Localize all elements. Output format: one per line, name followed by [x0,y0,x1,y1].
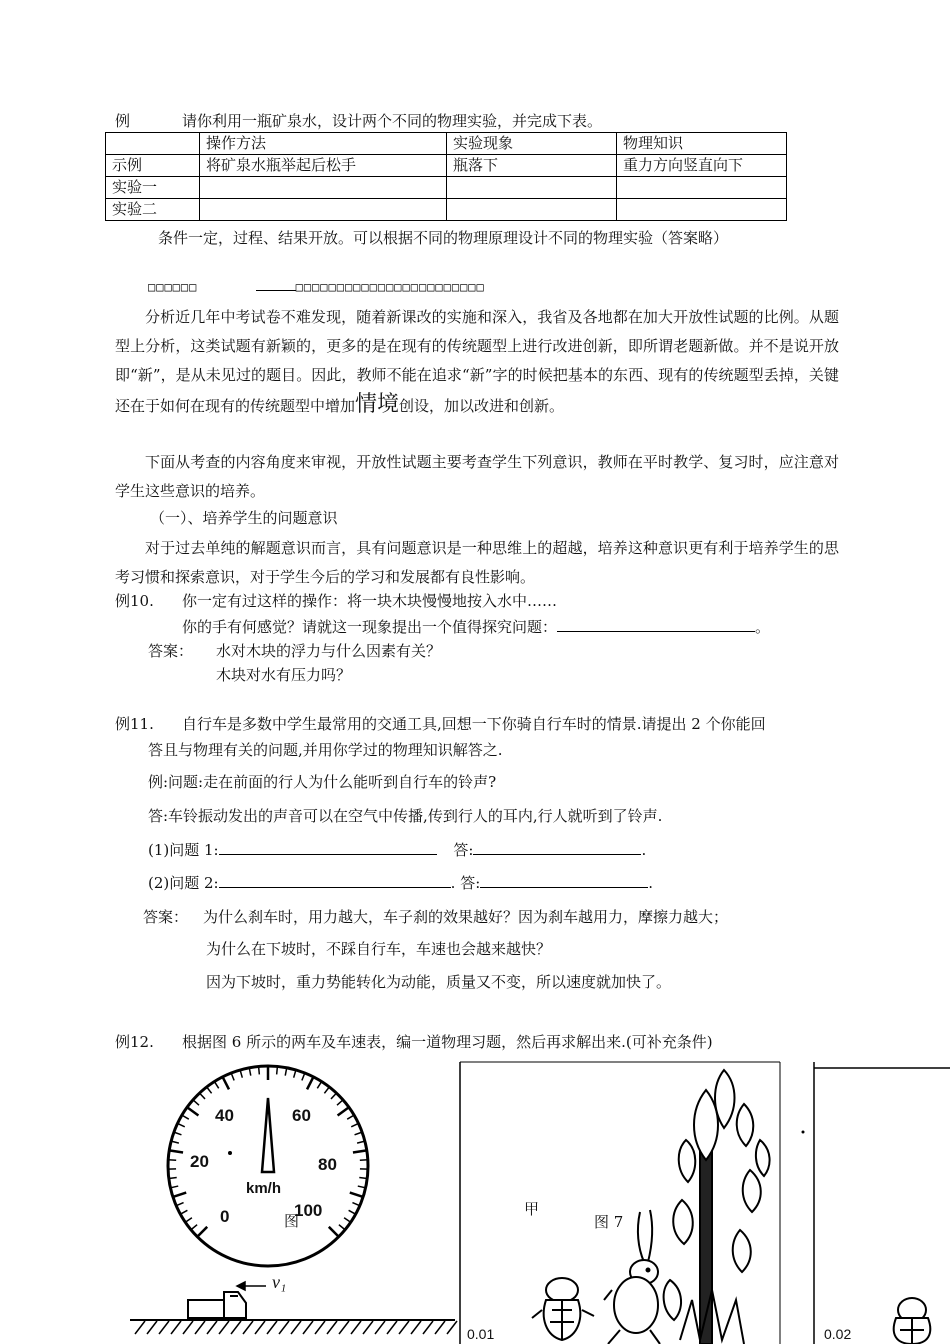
hatch-mark [315,1321,325,1334]
speedometer-tick [350,1193,363,1197]
speedometer-tick [259,1066,260,1074]
speedometer-tick [187,1107,198,1115]
hatch-mark [447,1321,457,1334]
hatch-mark [339,1321,349,1334]
table-cell: 重力方向竖直向下 [617,155,787,177]
corner-label-left: 0.01 [467,1326,495,1342]
hatch-mark [423,1321,433,1334]
hatch-mark [387,1321,397,1334]
speedometer-tick [339,1225,345,1230]
hatch-mark [279,1321,289,1334]
garbled-left: □□□□□□ [148,280,198,294]
hatch-mark [375,1321,385,1334]
intro-paragraph-3: 对于过去单纯的解题意识而言，具有问题意识是一种思维上的超越，培养这种意识更有利于培养学生的思考习惯和探索意识，对于学生今后的学习和发展都有良性影响。 [115,539,839,586]
speedometer-tick [182,1115,189,1119]
speck [802,1131,805,1134]
speedometer-tick [355,1132,363,1135]
speedometer-tick [173,1193,186,1197]
ex10-answer-1: 水对木块的浮力与什么因素有关？ [216,642,442,660]
hatch-mark [219,1321,229,1334]
hatch-mark [291,1321,301,1334]
table-header-cell: 物理知识 [617,133,787,155]
turtle-illustration [532,1278,594,1340]
figure-caption-left: 图 [284,1212,300,1230]
table-cell: 将矿泉水瓶举起后松手 [200,155,447,177]
a1-label: 答: [453,841,474,859]
ex11-answer-label: 答案： [143,908,189,926]
intro-text: 分析近几年中考试卷不难发现，随着新课改的实施和深入，我省及各地都在加大开放性试题的比例。从题型上分析，这类试题有新颖的，更多的是在现有的传统题型上进行改进创新，即所谓老题新做。并不是说开放即“新”，是从未见过的题目。因此，教师不能在追求“新”字的时候把基本的东西、现有的传统题型丢掉，关键还在于如何在现有的传统题型中增加 [115,308,839,415]
speedometer-tick [359,1178,367,1179]
tick-label-0: 0 [220,1207,230,1226]
speedometer-tick [174,1132,182,1135]
example-prompt: 请你利用一瓶矿泉水，设计两个不同的物理实验，并完成下表。 [182,112,603,130]
speedometer-tick [353,1150,367,1152]
ex11-answer-2: 为什么在下坡时，不踩自行车，车速也会越来越快？ [206,940,552,958]
hatch-mark [243,1321,253,1334]
example-label: 例 [115,112,131,130]
figure-label-jia: 甲 [524,1200,540,1218]
speedometer-tick [169,1178,177,1179]
turtle-illustration-2 [894,1298,931,1344]
speedometer-tick [331,1093,336,1099]
speedometer-tick [324,1087,329,1093]
speedometer-tick [207,1087,212,1093]
speedometer-needle [262,1098,274,1172]
ex11-sample-answer: 答:车铃振动发出的声音可以在空气中传播,传到行人的耳内,行人就听到了铃声. [148,807,663,825]
tick-label-100: 100 [294,1201,323,1220]
q1-period: . [641,841,647,859]
speedometer-tick [317,1082,321,1089]
a2-period: . [648,874,654,892]
hatch-mark [195,1321,205,1334]
speedometer-tick [168,1160,176,1161]
speedometer-tick [351,1123,358,1126]
ex11-text-b: 答且与物理有关的问题,并用你学过的物理知识解答之. [148,741,503,759]
hatch-mark [135,1321,145,1334]
tick-label-20: 20 [190,1152,209,1171]
speedometer-tick [329,1227,339,1237]
speedometer-tick [277,1066,278,1074]
q2-label: (2)问题 2: [148,874,219,892]
speedometer-tick [200,1093,205,1099]
speedometer-tick [344,1218,351,1222]
speedometer-tick [337,1100,343,1105]
q2-period: . [450,874,456,892]
speedometer-tick [178,1123,185,1126]
truck [188,1292,246,1318]
figure-caption-right: 图 7 [594,1213,624,1231]
hatch-mark [183,1321,193,1334]
hatch-mark [303,1321,313,1334]
speedometer-tick [191,1225,197,1230]
speedometer-tick [307,1077,313,1089]
speedometer-tick [302,1073,305,1080]
hatch-mark [255,1321,265,1334]
ex11-label: 例11. [115,715,154,733]
speedometer-tick [223,1077,229,1089]
ex12-text: 根据图 6 所示的两车及车速表，编一道物理习题，然后再求解出来.(可补充条件) [182,1033,713,1051]
ex10-question: 你的手有何感觉？请就这一现象提出一个值得探究问题： [182,618,558,636]
ex10-answer-2: 木块对水有压力吗？ [216,666,352,684]
hatch-mark [159,1321,169,1334]
speedometer-tick [169,1150,183,1152]
ex10-period: 。 [755,618,771,636]
ex11-answer-1: 为什么刹车时，用力越大，车子刹的效果越好？因为刹车越用力，摩擦力越大； [203,908,729,926]
example-note: 条件一定，过程、结果开放。可以根据不同的物理原理设计不同的物理实验（答案略） [158,229,729,247]
hatch-mark [267,1321,277,1334]
garbled-right: □□□□□□□□□□□□□□□□□□□□□□□ [295,280,485,294]
velocity-label: v₁ [272,1272,287,1292]
q1-label: (1)问题 1: [148,841,219,859]
ex11-answer-3: 因为下坡时，重力势能转化为动能，质量又不变，所以速度就加快了。 [206,973,672,991]
hatch-mark [207,1321,217,1334]
hatch-mark [231,1321,241,1334]
dial-dot [228,1151,232,1155]
tick-label-40: 40 [215,1106,234,1125]
ex11-sample-question: 例:问题:走在前面的行人为什么能听到自行车的铃声? [148,773,497,791]
hatch-mark [351,1321,361,1334]
hatch-mark [171,1321,181,1334]
speedometer-tick [231,1073,234,1080]
speedometer-tick [352,1203,359,1206]
velocity-arrow [237,1282,266,1290]
ex12-label: 例12. [115,1033,154,1051]
ground-hatching [135,1321,457,1334]
tick-label-60: 60 [292,1106,311,1125]
speedometer-tick [357,1141,365,1143]
speedometer-tick [360,1160,368,1161]
speedometer-tick [185,1218,192,1222]
intro-text-end: 创设，加以改进和创新。 [399,397,565,415]
speedometer-tick [214,1082,218,1089]
speedometer-tick [176,1203,183,1206]
speedometer-tick [347,1115,354,1119]
table-cell: 瓶落下 [447,155,617,177]
tick-label-80: 80 [318,1155,337,1174]
intro-paragraph-2: 下面从考查的内容角度来审视，开放性试题主要考查学生下列意识，教师在平时教学、复习时，应注意对学生这些意识的培养。 [115,453,839,500]
speed-unit: km/h [246,1180,282,1197]
hatch-mark [147,1321,157,1334]
speedometer-tick [197,1227,207,1237]
hatch-mark [435,1321,445,1334]
ex10-line1: 你一定有过这样的操作：将一块木块慢慢地按入水中…… [182,592,558,610]
table-cell: 实验一 [106,177,200,199]
speedometer-tick [193,1100,199,1105]
speedometer-tick [349,1210,356,1214]
table-cell: 实验二 [106,199,200,221]
table-cell: 示例 [106,155,200,177]
tree-illustration [664,1070,770,1344]
intro-big-text: 情境 [355,392,400,417]
hatch-mark [411,1321,421,1334]
table-header-cell: 操作方法 [200,133,447,155]
a2-label: 答: [460,874,481,892]
hatch-mark [327,1321,337,1334]
hatch-mark [363,1321,373,1334]
speedometer-tick [338,1107,349,1115]
ex10-answer-label: 答案： [148,642,194,660]
speedometer-tick [180,1210,187,1214]
ex11-text-a: 自行车是多数中学生最常用的交通工具,回想一下你骑自行车时的情景.请提出 2 个你能回 [182,715,766,733]
corner-label-right: 0.02 [824,1326,852,1342]
hatch-mark [399,1321,409,1334]
speedometer-tick [171,1141,179,1143]
ex10-label: 例10. [115,592,154,610]
table-header-cell: 实验现象 [447,133,617,155]
section-heading: （一）、培养学生的问题意识 [150,509,338,527]
